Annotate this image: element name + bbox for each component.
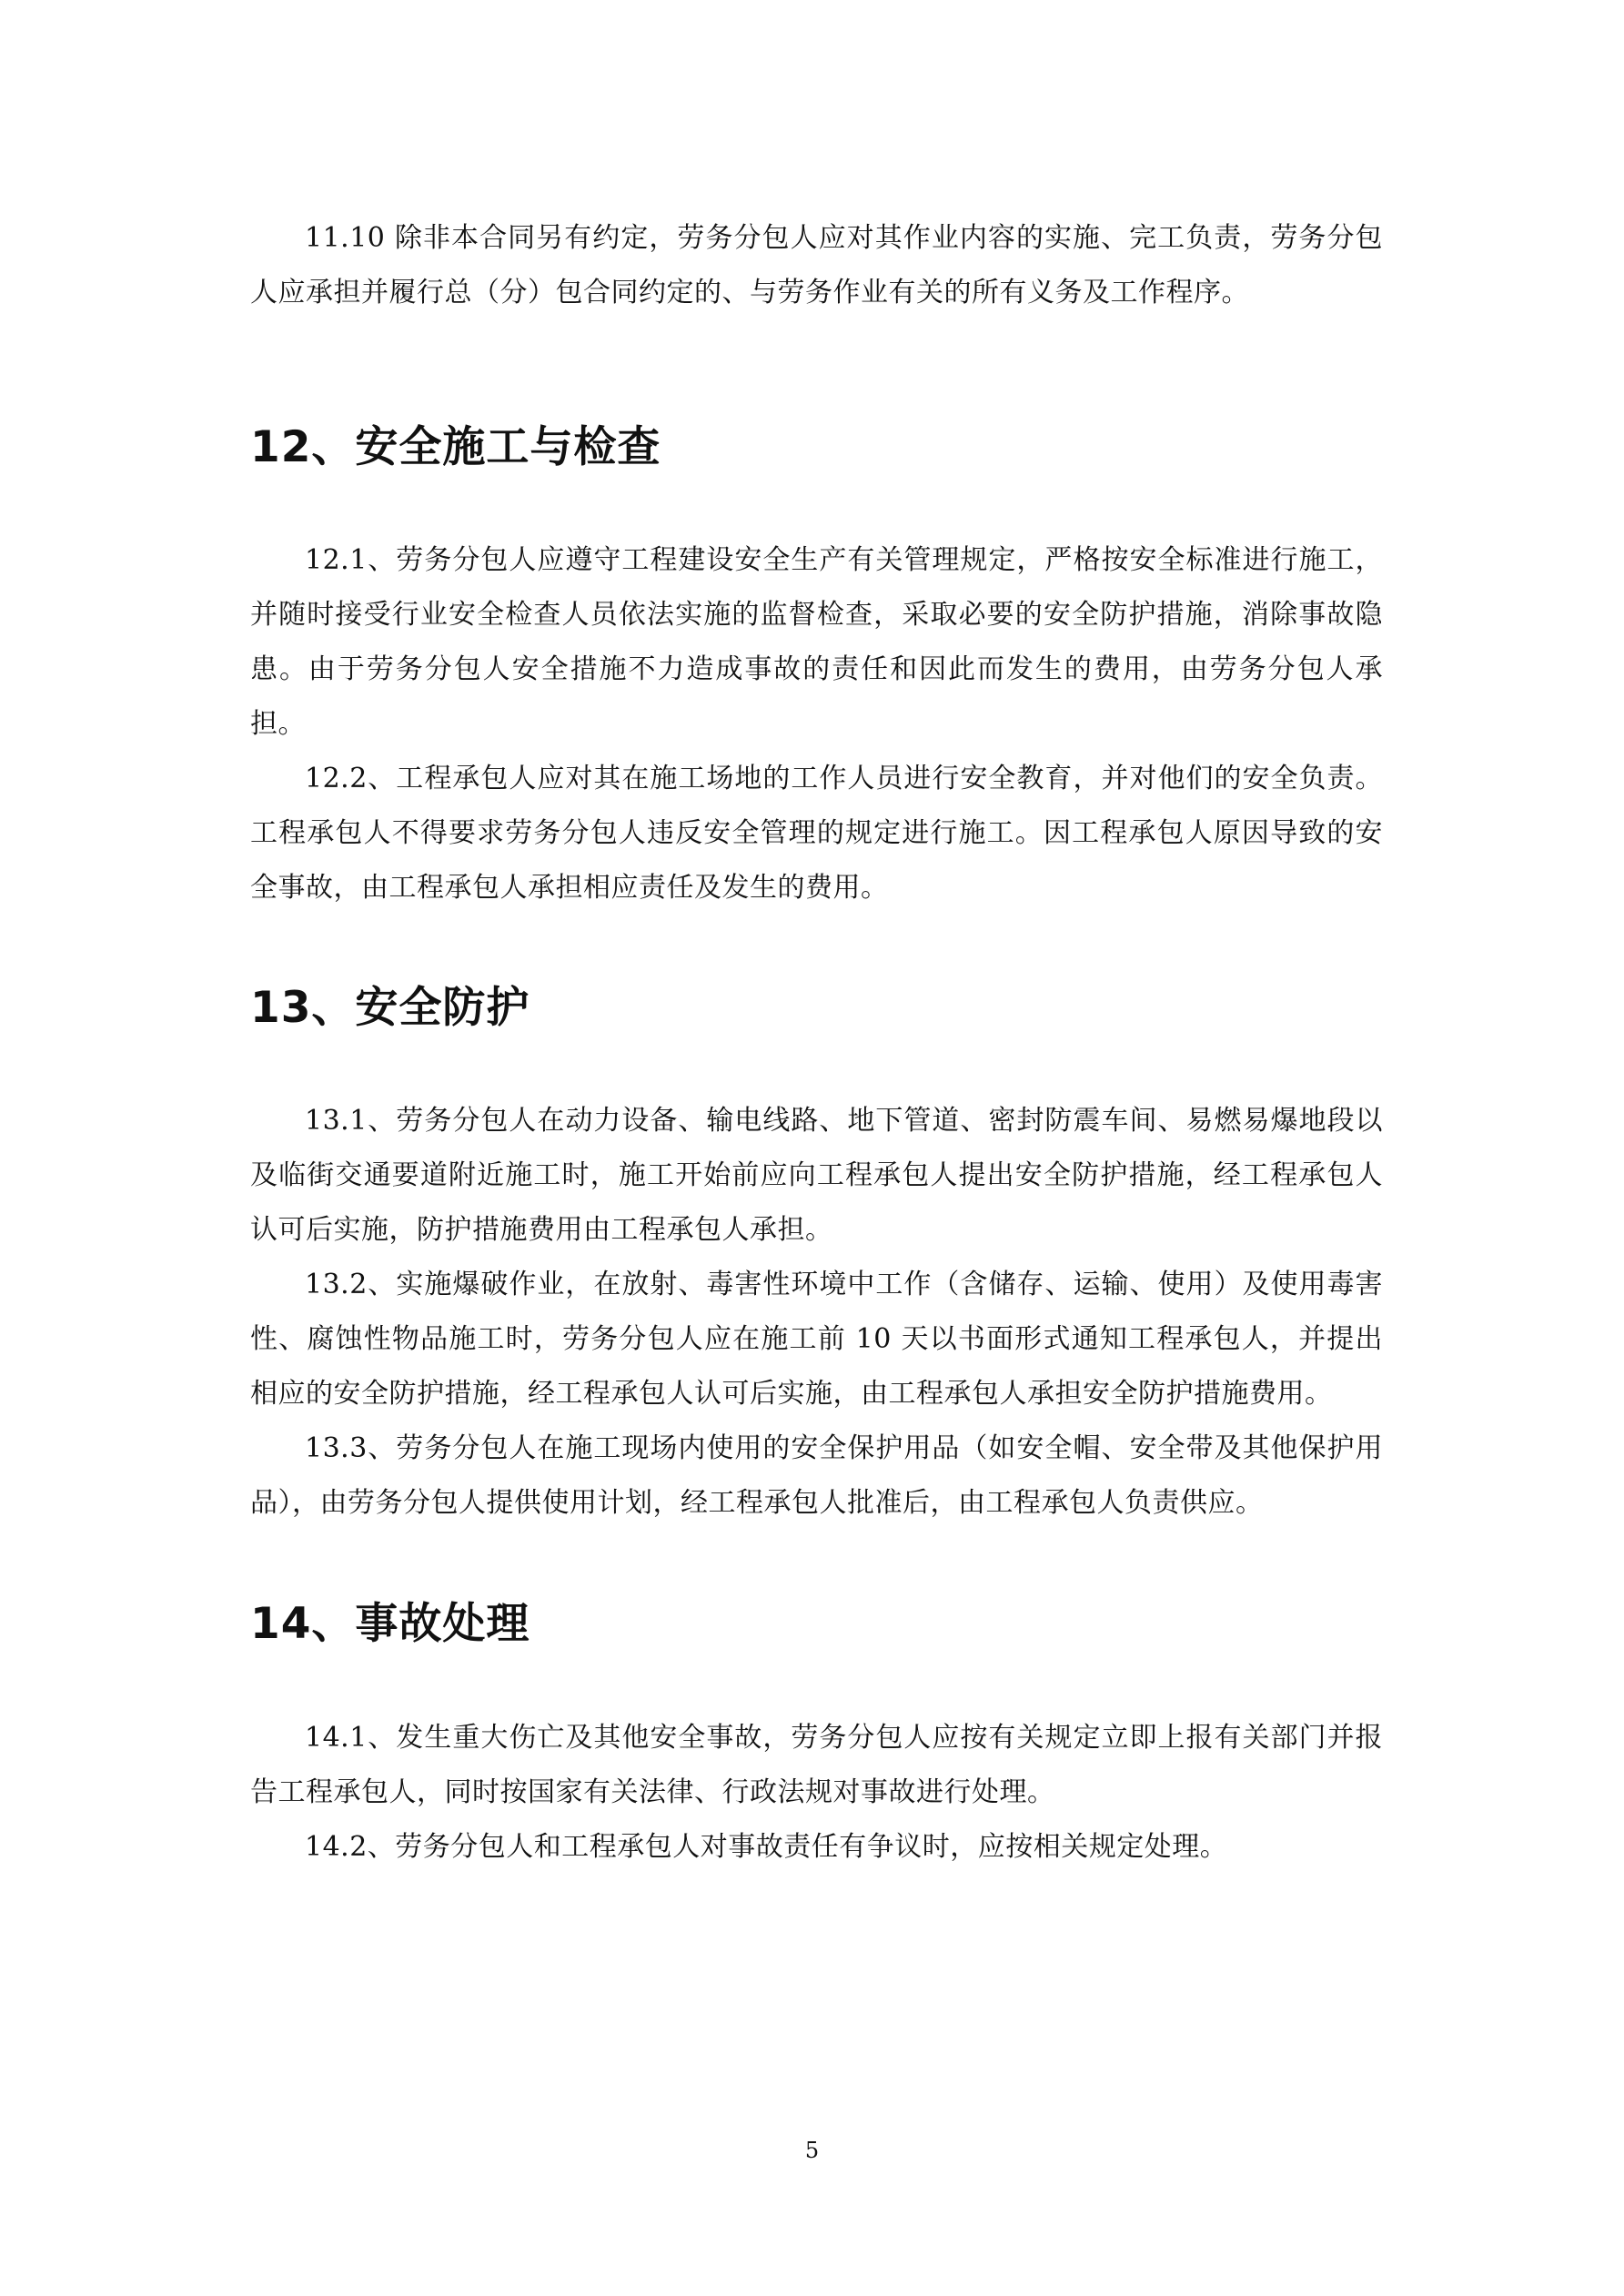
section-14-heading-block [250, 1597, 1383, 1652]
paragraph-12-1: 12.1、劳务分包人应遵守工程建设安全生产有关管理规定，严格按安全标准进行施工，并随时接受行业安全检查人员依法实施的监督检查，采取必要的安全防护措施，消除事故隐患。由于劳务分包人安全措施不力造成事故的责任和因此而发生的费用，由劳务分包人承担。 [250, 544, 1383, 740]
section-14-body [250, 1711, 1383, 1875]
section-12-body [250, 533, 1383, 915]
paragraph-14-1: 14.1、发生重大伤亡及其他安全事故，劳务分包人应按有关规定立即上报有关部门并报告工程承包人，同时按国家有关法律、行政法规对事故进行处理。 [250, 1722, 1383, 1808]
section-13-body [250, 1094, 1383, 1531]
section-13-heading: 13、安全防护 [250, 983, 530, 1033]
paragraph-12-2: 12.2、工程承包人应对其在施工场地的工作人员进行安全教育，并对他们的安全负责。工程承包人不得要求劳务分包人违反安全管理的规定进行施工。因工程承包人原因导致的安全事故，由工程承包人承担相应责任及发生的费用。 [250, 763, 1383, 904]
section-13-heading-block [250, 981, 1383, 1036]
page-number: 5 [804, 2138, 820, 2163]
paragraph-13-1: 13.1、劳务分包人在动力设备、输电线路、地下管道、密封防震车间、易燃易爆地段以及临街交通要道附近施工时，施工开始前应向工程承包人提出安全防护措施，经工程承包人认可后实施，防护措施费用由工程承包人承担。 [250, 1105, 1383, 1246]
section-14-heading: 14、事故处理 [250, 1599, 530, 1649]
paragraph-13-3: 13.3、劳务分包人在施工现场内使用的安全保护用品（如安全帽、安全带及其他保护用品），由劳务分包人提供使用计划，经工程承包人批准后，由工程承包人负责供应。 [250, 1432, 1383, 1519]
clause-11-10 [250, 211, 1383, 320]
paragraph-11-10: 11.10 除非本合同另有约定，劳务分包人应对其作业内容的实施、完工负责，劳务分包人应承担并履行总（分）包合同约定的、与劳务作业有关的所有义务及工作程序。 [250, 222, 1383, 308]
paragraph-14-2: 14.2、劳务分包人和工程承包人对事故责任有争议时，应按相关规定处理。 [305, 1831, 1228, 1863]
paragraph-13-2: 13.2、实施爆破作业，在放射、毒害性环境中工作（含储存、运输、使用）及使用毒害性、腐蚀性物品施工时，劳务分包人应在施工前 10 天以书面形式通知工程承包人，并提出相应的安全防护措施，经工程承包人认可后实施，由工程承包人承担安全防护措施费用。 [250, 1269, 1383, 1410]
section-12-heading-block [250, 420, 1383, 475]
section-12-heading: 12、安全施工与检查 [250, 422, 661, 472]
